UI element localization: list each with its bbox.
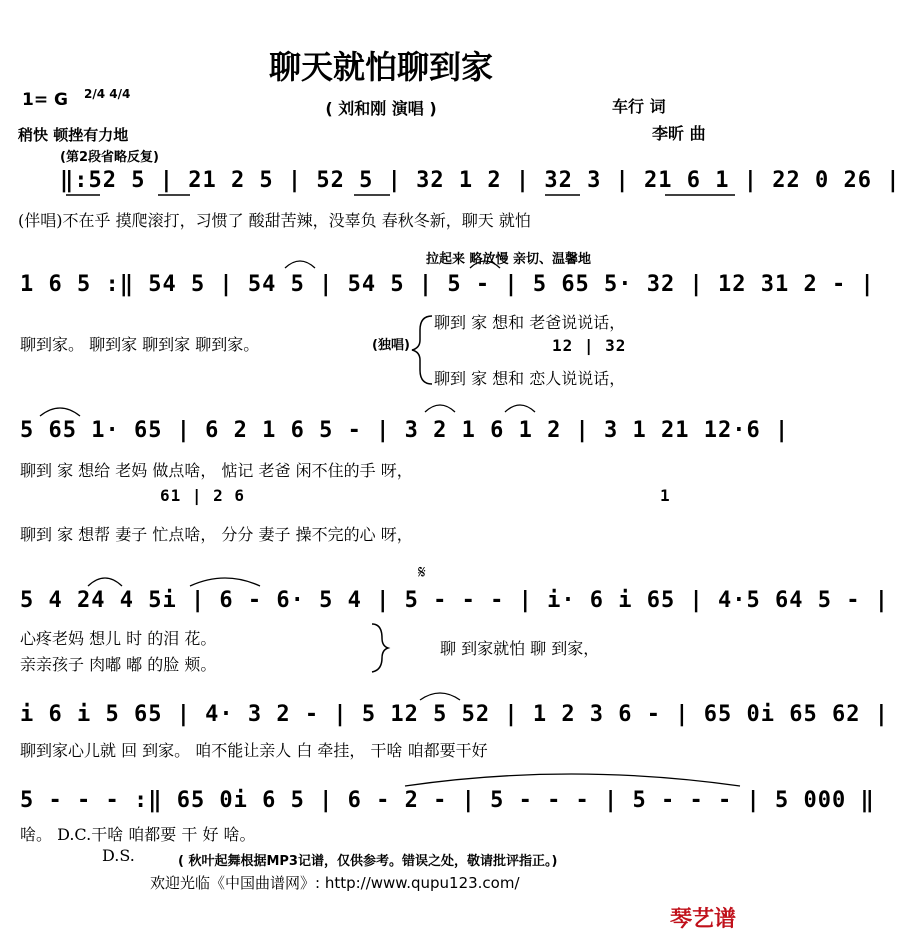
notation-row-2: 1 6 5 :‖ 54 5 | 54 5 | 54 5 | 5 - | 5 65 5· 32 | 12 31 2 - | <box>20 272 875 297</box>
composer: 李昕 曲 <box>652 124 706 143</box>
website-credit[interactable]: 欢迎光临《中国曲谱网》: http://www.qupu123.com/ <box>150 874 520 892</box>
ds-marker: D.S. <box>102 846 135 865</box>
footnote: ( 秋叶起舞根据MP3记谱，仅供参考。错误之处，敬请批评指正。) <box>178 854 558 869</box>
slur <box>505 405 535 412</box>
time-signature: 2/4 4/4 <box>84 87 131 101</box>
brace <box>372 624 388 672</box>
site-logo: 琴艺谱 <box>669 907 736 932</box>
tempo-note: (第2段省略反复) <box>60 150 159 165</box>
solo-marker: (独唱) <box>372 338 410 353</box>
brace <box>412 316 432 384</box>
notation-row-1: ‖:52 5 | 21 2 5 | 52 5 | 32 1 2 | 32 3 | 21 6 1 | 22 0 26 | <box>60 168 900 193</box>
lyric-row-2a: 聊到家。 聊到家 聊到家 聊到家。 <box>20 335 260 354</box>
slur <box>40 408 80 416</box>
lyric-row-2b: 聊到 家 想和 老爸说说话， <box>434 313 626 332</box>
song-subtitle: ( 刘和刚 演唱 ) <box>325 99 437 118</box>
notation-row-6: 5 - - - :‖ 65 0i 6 5 | 6 - 2 - | 5 - - - | 5 - - - | 5 000 ‖ <box>20 788 875 813</box>
lyricist: 车行 词 <box>612 97 666 116</box>
slur <box>420 693 460 700</box>
lyric-row-6: 啥。 D.C.干啥 咱都要 干 好 啥。 <box>20 825 256 844</box>
slur <box>190 578 260 586</box>
lyric-row-5: 聊到家心儿就 回 到家。 咱不能让亲人 白 牵挂， 干啥 咱都要干好 <box>20 741 488 760</box>
slur <box>425 405 455 412</box>
variant-row-2: 12 | 32 <box>552 336 627 355</box>
notation-row-3: 5 65 1· 65 | 6 2 1 6 5 - | 3 2 1 6 1 2 | 3 1 21 12·6 | <box>20 418 790 443</box>
lyric-row-4a: 心疼老妈 想儿 时 的泪 花。 <box>20 629 217 648</box>
expression-mark: 拉起来 略放慢 亲切、温馨地 <box>426 252 592 267</box>
key-signature: 1= G <box>22 90 68 110</box>
slur <box>88 578 122 586</box>
song-title: 聊天就怕聊到家 <box>268 48 493 86</box>
notation-row-5: i 6 i 5 65 | 4· 3 2 - | 5 12 5 52 | 1 2 3 6 - | 65 0i 65 62 | <box>20 702 889 727</box>
notation-row-4: 5 4 24 4 5i | 6 - 6· 5 4 | 5 - - - | i· 6 i 65 | 4·5 64 5 - | <box>20 588 889 613</box>
tempo-marking: 稍快 顿挫有力地 <box>18 126 129 144</box>
lyric-row-1: (伴唱)不在乎 摸爬滚打，习惯了 酸甜苦辣，没辜负 春秋冬新，聊天 就怕 <box>18 211 531 230</box>
segno-sign: 𝄋 <box>418 562 426 583</box>
lyric-row-2c: 聊到 家 想和 恋人说说话， <box>434 369 626 388</box>
tie <box>405 774 740 786</box>
lyric-row-4b: 亲亲孩子 肉嘟 嘟 的脸 颊。 <box>20 655 217 674</box>
variant-row-3: 61 | 2 6 <box>160 486 246 505</box>
lyric-row-3b: 聊到 家 想帮 妻子 忙点啥， 分分 妻子 操不完的心 呀， <box>20 525 413 544</box>
lyric-row-3a: 聊到 家 想给 老妈 做点啥， 惦记 老爸 闲不住的手 呀， <box>20 461 413 480</box>
lyric-row-4c: 聊 到家就怕 聊 到家， <box>440 639 600 658</box>
variant-row-3b: 1 <box>660 486 671 505</box>
slur <box>470 261 500 268</box>
slur <box>285 261 315 268</box>
